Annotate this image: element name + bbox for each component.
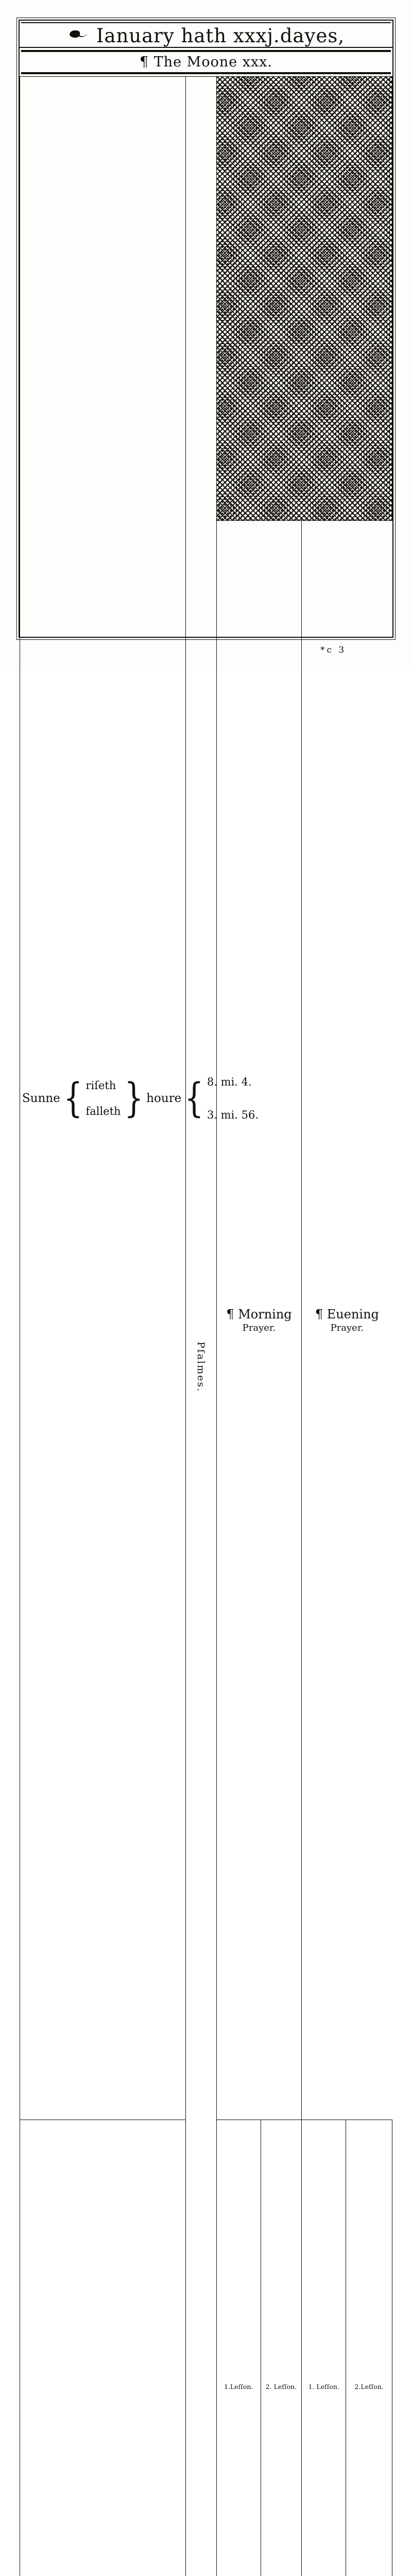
page-border-frame [19,20,393,638]
morning-first-lesson-header: 1.Leſſon. [216,2120,261,2576]
signature-mark: *c 3 [320,645,346,655]
falleth-label: falleth [85,1105,121,1117]
evening-prayer-line2: Prayer. [302,1323,392,1333]
ornament-band-2 [21,50,391,52]
hedera-leaf-icon [67,29,89,43]
calendar-table [20,76,392,2576]
morning-prayer-header [216,521,302,2120]
evening-prayer-header [302,521,392,2120]
top-ornament-band [21,22,391,23]
riseth-time: 8. mi. 4. [207,1076,259,1088]
page-title: Ianuary hath xxxj.dayes, [96,25,345,47]
riseth-label: riſeth [85,1079,121,1092]
scanned-prayer-book-page [0,0,412,670]
psalmes-label: Pſalmes. [195,77,207,2576]
evening-first-lesson-header: 1. Leſſon. [302,2120,346,2576]
falleth-time: 3. mi. 56. [207,1109,259,1121]
ornament-band-3 [21,72,391,74]
morning-second-lesson-header: 2. Leſſon. [261,2120,302,2576]
sunrise-sunset-block: Sunne { riſeth falleth } houre { 8. mi. 4. 3. mi. 56. [20,77,186,2120]
houre-label: houre [146,1092,181,1105]
evening-second-lesson-header: 2.Leſſon. [346,2120,392,2576]
sunne-label: Sunne [22,1092,60,1105]
moone-heading: ¶ The Moone xxx. [140,54,272,70]
morning-prayer-line2: Prayer. [217,1323,302,1333]
morning-prayer-line1: ¶ Morning [217,1307,302,1321]
evening-prayer-line1: ¶ Euening [302,1307,392,1321]
blank-header-strip [20,2120,186,2576]
prayer-ornament-strip [216,77,392,521]
psalmes-column-header [185,77,216,2576]
moone-heading-row [20,54,392,70]
month-title-row [20,25,392,48]
